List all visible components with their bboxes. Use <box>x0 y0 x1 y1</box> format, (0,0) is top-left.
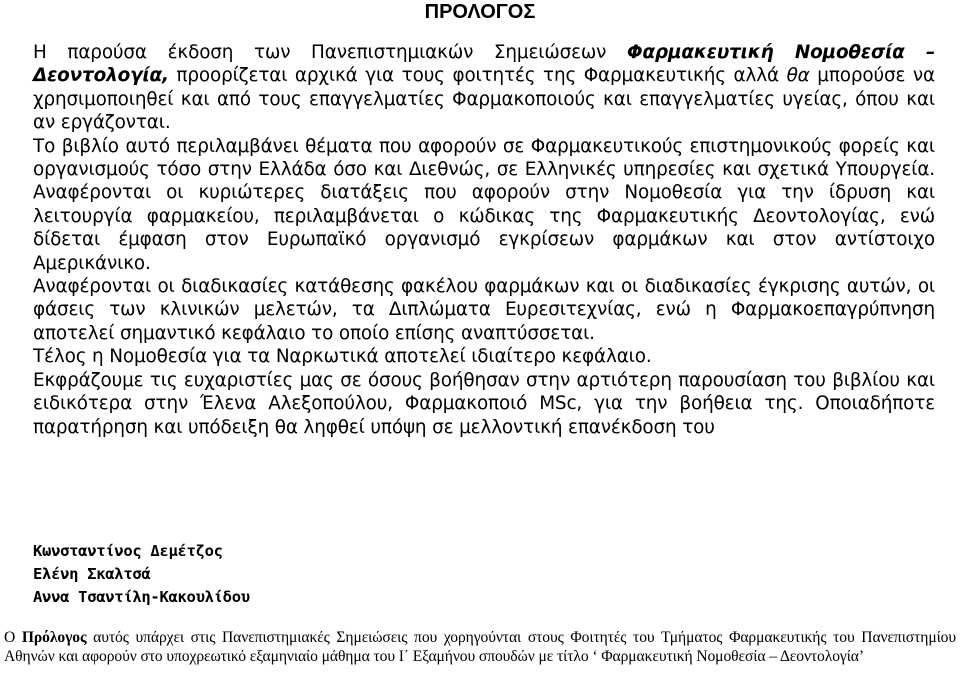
page-title: ΠΡΟΛΟΓΟΣ <box>424 1 536 23</box>
paragraph-1-italic: θα <box>786 65 810 87</box>
footnote-text-a: Ο <box>4 629 22 646</box>
author-name: Αννα Τσαντίλη-Κακουλίδου <box>33 588 250 606</box>
author-name: Ελένη Σκαλτσά <box>33 565 151 583</box>
footnote-text-b: αυτός υπάρχει στις Πανεπιστημιακές Σημειώσεις που χορηγούνται στους Φοιτητές του Τμήματος Φαρμακευτικής του Πανεπιστημίου Αθηνών και αφορούν στο υποχρεωτικό εξαμηνιαίο μάθημα του Ι΄ Εξαμήνου σπουδών με τίτλο ‘ Φαρμακευτική Νομοθεσία – Δεοντολογία’ <box>4 629 956 666</box>
preface-body <box>33 41 935 439</box>
footnote-bold: Πρόλογος <box>21 629 87 646</box>
paragraph-1-text-b: προορίζεται αρχικά για τους φοιτητές της Φαρμακευτικής αλλά <box>168 65 787 87</box>
paragraph-4: Τέλος η Νομοθεσία για τα Ναρκωτικά αποτελεί ιδιαίτερο κεφάλαιο. <box>33 346 652 368</box>
paragraph-3: Αναφέρονται οι διαδικασίες κατάθεσης φακέλου φαρμάκων και οι διαδικασίες έγκρισης αυτών, οι φάσεις των κλινικών μελετών, τα Διπλώματα Ευρεσιτεχνίας, ενώ η Φαρμακοεπαγρύπνηση αποτελεί σημαντικό κεφάλαιο το οποίο επίσης αναπτύσσεται. <box>33 276 935 344</box>
paragraph-1-text-a: Η παρούσα έκδοση των Πανεπιστημιακών Σημειώσεων <box>33 42 627 63</box>
author-name: Κωνσταντίνος Δεμέτζος <box>33 542 223 560</box>
authors-list <box>33 540 250 609</box>
book-title: Φαρμακευτική Νομοθεσία – Δεοντολογία, <box>33 42 935 87</box>
paragraph-1-text-c: μπορούσε να χρησιμοποιηθεί και από τους επαγγελματίες Φαρμακοποιούς και επαγγελματίες υγείας, όπου και αν εργάζονται. <box>33 65 935 134</box>
paragraph-2: Το βιβλίο αυτό περιλαμβάνει θέματα που αφορούν σε Φαρμακευτικούς επιστημονικούς φορείς και οργανισμούς τόσο στην Ελλάδα όσο και Διεθνώς, σε Ελληνικές υπηρεσίες και σχετικά Υπουργεία. Αναφέρονται οι κυριώτερες διατάξεις που αφορούν στην Νομοθεσία για την ίδρυση και λειτουργία φαρμακείου, περιλαμβάνεται ο κώδικας της Φαρμακευτικής Δεοντολογίας, ενώ δίδεται έμφαση στον Ευρωπαϊκό οργανισμό εγκρίσεων φαρμάκων και στον αντίστοιχο Αμερικάνικο. <box>33 135 935 274</box>
paragraph-1 <box>33 41 935 135</box>
paragraph-5: Εκφράζουμε τις ευχαριστίες μας σε όσους βοήθησαν στην αρτιότερη παρουσίαση του βιβλίου και ειδικότερα στην Έλενα Αλεξοπούλου, Φαρμακοποιό MSc, για την βοήθεια της. Οποιαδήποτε παρατήρηση και υπόδειξη θα ληφθεί υπόψη σε μελλοντική επανέκδοση του <box>33 369 935 438</box>
footnote <box>4 628 956 666</box>
